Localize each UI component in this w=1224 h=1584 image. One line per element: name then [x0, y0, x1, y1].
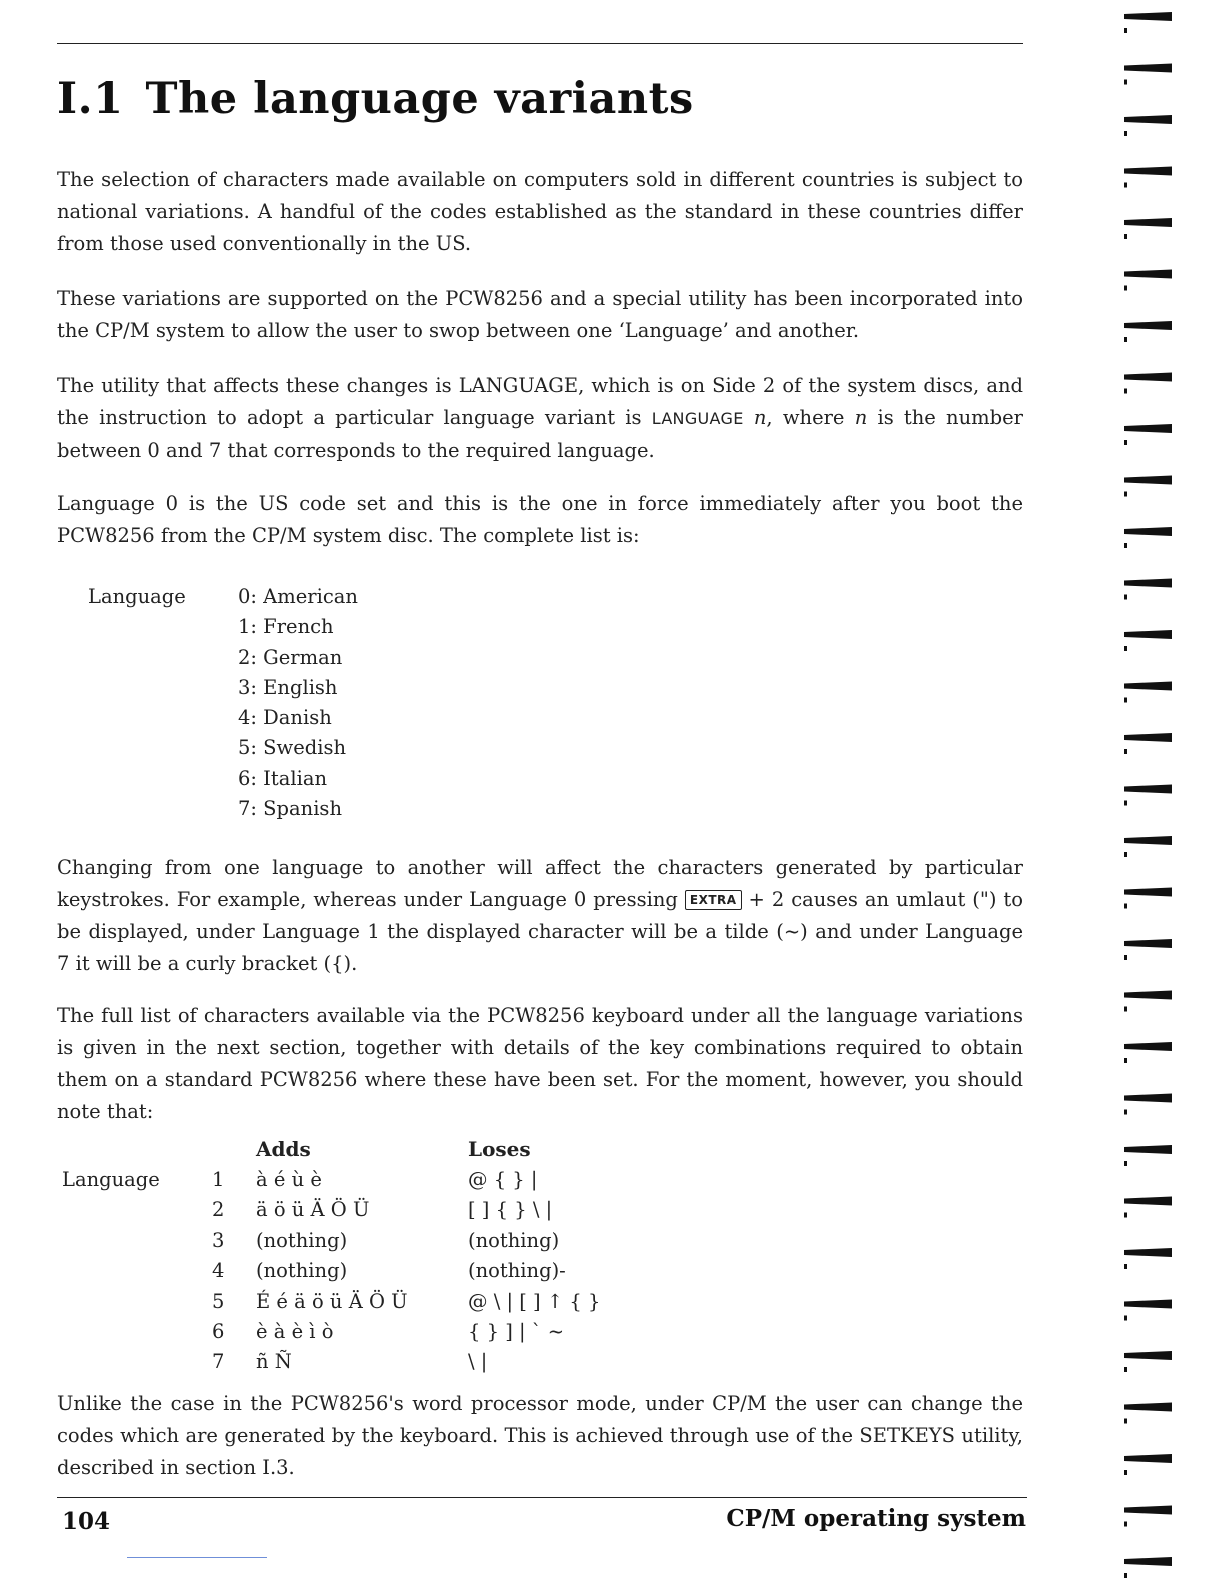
table-row-label: Language [62, 1168, 160, 1192]
adds-header: Adds [256, 1137, 311, 1162]
language-item: 1: French [238, 615, 334, 639]
edge-tab-mark [1124, 1506, 1172, 1515]
language-item: 6: Italian [238, 766, 327, 790]
edge-tab-tick [1124, 1316, 1127, 1321]
edge-tab-mark [1124, 1042, 1172, 1051]
edge-tab-mark [1124, 424, 1172, 433]
edge-tab-tick [1124, 904, 1127, 909]
section-title: The language variants [145, 74, 694, 124]
edge-tab-tick [1124, 80, 1127, 85]
edge-tab-tick [1124, 492, 1127, 497]
edge-tab-tick [1124, 801, 1127, 806]
edge-tab-mark [1124, 270, 1172, 279]
edge-tab-mark [1124, 1248, 1172, 1257]
language-item: 2: German [238, 645, 343, 669]
language-item: 5: Swedish [238, 736, 347, 760]
edge-tab-tick [1124, 852, 1127, 857]
edge-tab-mark [1124, 373, 1172, 382]
edge-tab-mark [1124, 1454, 1172, 1463]
edge-tab-mark [1124, 1300, 1172, 1309]
language-item: 3: English [238, 675, 338, 699]
edge-tab-tick [1124, 286, 1127, 291]
edge-tab-tick [1124, 1470, 1127, 1475]
param-n: n [753, 406, 767, 429]
edge-tab-tick [1124, 646, 1127, 651]
running-footer-title: CP/M operating system [726, 1505, 1026, 1532]
table-header-row [62, 1134, 728, 1164]
edge-tab-mark [1124, 939, 1172, 948]
keystroke-paragraph: Changing from one language to another will affect the characters generated by particular keystrokes. For example, whereas under Language 0 pressing EXTRA + 2 causes an umlaut (") to be displayed, under Language 1 the displayed character will be a tilde (~) and under Language 7 it will be a curly bracket ({). [57, 856, 1024, 975]
character-list-paragraph: The full list of characters available via the PCW8256 keyboard under all the language variations is given in the next section, together with details of the key combinations required to obtain them on a standard PCW8256 where these have been set. For the moment, however, you should note that: [57, 1004, 1023, 1123]
edge-tab-tick [1124, 440, 1127, 445]
edge-tab-tick [1124, 1007, 1127, 1012]
edge-tab-mark [1124, 785, 1172, 794]
edge-tab-tick [1124, 595, 1127, 600]
edge-tab-mark [1124, 64, 1172, 73]
language-command: LANGUAGE [651, 409, 744, 428]
edge-tab-tick [1124, 1213, 1127, 1218]
table-row: 6 è à è ì ò { } ] | ` ~ [212, 1320, 565, 1344]
language-item: 7: Spanish [238, 797, 343, 821]
loses-header: Loses [468, 1137, 531, 1162]
edge-tab-tick [1124, 1161, 1127, 1166]
edge-tab-tick [1124, 749, 1127, 754]
param-n: n [854, 406, 868, 429]
table-row: 2 ä ö ü Ä Ö Ü [ ] { } \ | [212, 1198, 553, 1222]
edge-tab-tick [1124, 337, 1127, 342]
edge-tab-mark [1124, 1403, 1172, 1412]
support-paragraph: These variations are supported on the PCW8256 and a special utility has been incorporated into the CP/M system to allow the user to swop between one ‘Language’ and another. [57, 287, 1023, 342]
edge-tab-mark [1124, 218, 1172, 227]
default-language-paragraph: Language 0 is the US code set and this is the one in force immediately after you boot the PCW8256 from the CP/M system disc. The complete list is: [57, 492, 1023, 547]
table-row: 7 ñ Ñ \ | [212, 1350, 488, 1374]
edge-tab-mark [1124, 167, 1172, 176]
section-number: I.1 [57, 74, 124, 124]
blue-mark-line [127, 1557, 267, 1558]
edge-tab-tick [1124, 1573, 1127, 1578]
edge-tab-mark [1124, 476, 1172, 485]
intro-paragraph: The selection of characters made available on computers sold in different countries is subject to national variations. A handful of the codes established as the standard in these countries differ from those used conventionally in the US. [57, 168, 1023, 255]
edge-index-tabs [1110, 0, 1224, 1584]
edge-tab-tick [1124, 698, 1127, 703]
table-row: 4 (nothing) (nothing)- [212, 1259, 566, 1283]
section-heading [57, 74, 694, 124]
edge-tab-mark [1124, 682, 1172, 691]
edge-tab-mark [1124, 1197, 1172, 1206]
edge-tab-tick [1124, 183, 1127, 188]
edge-tab-mark [1124, 1351, 1172, 1360]
edge-tab-mark [1124, 1557, 1172, 1566]
edge-tab-tick [1124, 955, 1127, 960]
edge-tab-mark [1124, 1094, 1172, 1103]
page-number: 104 [62, 1508, 111, 1535]
extra-key-icon: EXTRA [685, 890, 742, 910]
edge-tab-mark [1124, 579, 1172, 588]
utility-paragraph: The utility that affects these changes is LANGUAGE, which is on Side 2 of the system discs, and the instruction to adopt a particular language variant is LANGUAGE n, where n is the number between 0 and 7 that corresponds to the required language. [57, 374, 1024, 462]
edge-tab-mark [1124, 991, 1172, 1000]
language-item: 0: American [238, 585, 358, 608]
edge-tab-tick [1124, 389, 1127, 394]
language-list-label: Language [88, 585, 186, 608]
table-row: 5 É é ä ö ü Ä Ö Ü @ \ | [ ] ↑ { } [212, 1289, 601, 1313]
edge-tab-tick [1124, 1264, 1127, 1269]
edge-tab-mark [1124, 630, 1172, 639]
edge-tab-tick [1124, 234, 1127, 239]
edge-tab-marks [1110, 0, 1224, 1584]
bottom-rule [57, 1497, 1027, 1498]
setkeys-paragraph: Unlike the case in the PCW8256's word processor mode, under CP/M the user can change the codes which are generated by the keyboard. This is achieved through use of the SETKEYS utility, described in section I.3. [57, 1392, 1023, 1479]
edge-tab-mark [1124, 836, 1172, 845]
edge-tab-tick [1124, 28, 1127, 33]
edge-tab-mark [1124, 12, 1172, 21]
edge-tab-mark [1124, 321, 1172, 330]
top-rule [57, 43, 1023, 44]
edge-tab-mark [1124, 1145, 1172, 1154]
edge-tab-tick [1124, 1058, 1127, 1063]
edge-tab-tick [1124, 131, 1127, 136]
edge-tab-tick [1124, 1522, 1127, 1527]
edge-tab-tick [1124, 543, 1127, 548]
edge-tab-mark [1124, 115, 1172, 124]
language-item: 4: Danish [238, 706, 332, 730]
table-row: 3 (nothing) (nothing) [212, 1228, 560, 1252]
edge-tab-tick [1124, 1110, 1127, 1115]
edge-tab-tick [1124, 1367, 1127, 1372]
table-row: Language 1 à é ù è @ { } | [62, 1164, 728, 1194]
edge-tab-mark [1124, 888, 1172, 897]
language-variations-table [62, 1134, 728, 1377]
edge-tab-mark [1124, 527, 1172, 536]
edge-tab-mark [1124, 733, 1172, 742]
edge-tab-tick [1124, 1419, 1127, 1424]
